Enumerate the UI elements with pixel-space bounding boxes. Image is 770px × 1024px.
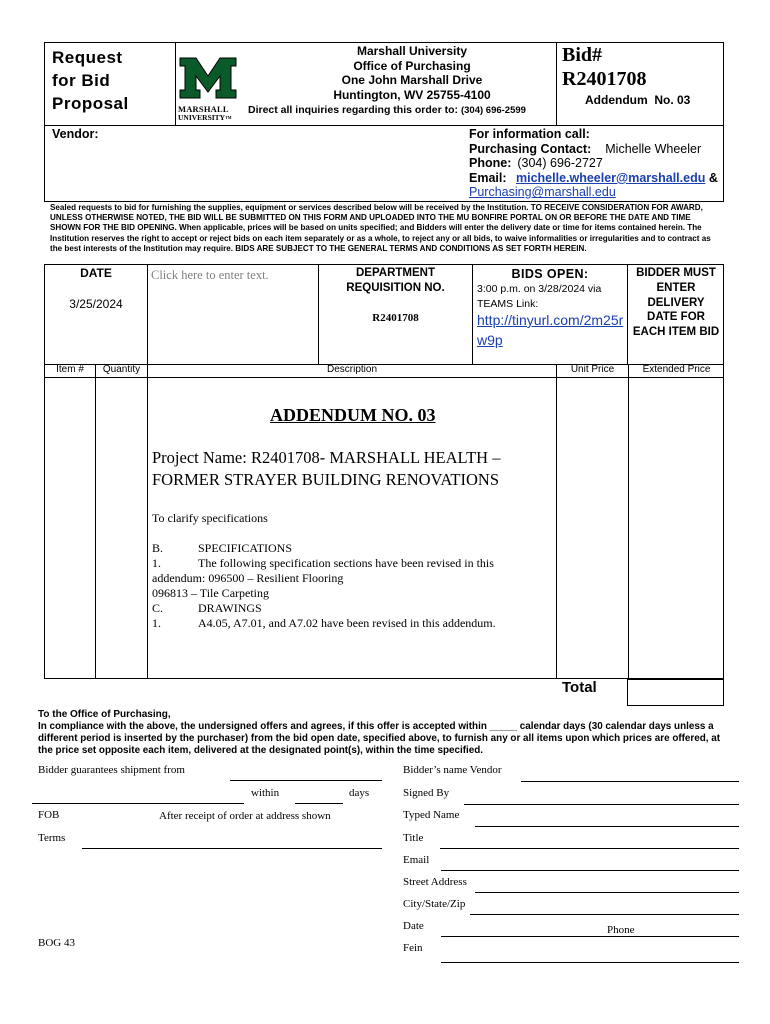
total-label: Total [562, 679, 597, 696]
col-header-description: Description [326, 364, 378, 375]
clarify-text: To clarify specifications [152, 511, 268, 525]
bid-number: R2401708 [562, 68, 647, 90]
bidder-name-line[interactable] [521, 781, 739, 782]
inquiries-line: Direct all inquiries regarding this order to: (304) 696-2599 [248, 104, 526, 116]
signed-by-label: Signed By [403, 787, 450, 799]
shipment-from-line[interactable] [230, 780, 382, 781]
col-header-item: Item # [56, 364, 84, 375]
to-office: To the Office of Purchasing, [38, 709, 171, 720]
date-label: DATE [80, 266, 112, 280]
total-field[interactable] [627, 679, 724, 706]
email-link-michelle[interactable]: michelle.wheeler@marshall.edu [516, 170, 706, 185]
marshall-m-icon [178, 56, 238, 100]
email-line[interactable] [441, 870, 739, 871]
city-state-zip-label: City/State/Zip [403, 898, 466, 910]
dept-label: DEPARTMENT REQUISITION NO. [346, 267, 445, 294]
typed-name-label: Typed Name [403, 809, 460, 821]
form-id: BOG 43 [38, 937, 75, 949]
phone-label: Phone [607, 924, 635, 936]
within-label: within [251, 787, 280, 799]
email-label: Email [403, 854, 430, 866]
title-label: Title [403, 832, 424, 844]
addendum-label: Addendum No. 03 [585, 93, 691, 107]
signed-by-line[interactable] [464, 804, 739, 805]
teams-link[interactable]: http://tinyurl.com/2m25r w9p [477, 312, 624, 348]
compliance-text: In compliance with the above, the undersigned offers and agrees, if this offer is accepted within _____ calendar days (30 calendar days unless a different period is inserted by the purchaser) from the bid open date, specified above, to furnish any or all items upon which prices are offered, at the price set opposite each item, delivered at the designated point(s), within the time specified. [38, 721, 721, 756]
marshall-logo: MARSHALL UNIVERSITYTM [178, 56, 238, 118]
after-receipt-label: After receipt of order at address shown [159, 810, 331, 822]
street-address-line[interactable] [475, 892, 739, 893]
col-header-extended-price: Extended Price [642, 364, 711, 375]
fein-label: Fein [403, 942, 423, 954]
bidder-name-label: Bidder’s name Vendor [403, 764, 502, 776]
bids-open-label: BIDS OPEN: [511, 267, 589, 281]
city-state-zip-line[interactable] [470, 914, 739, 915]
email-link-purchasing[interactable]: Purchasing@marshall.edu [469, 185, 616, 200]
terms-label: Terms [38, 832, 66, 844]
guarantees-label: Bidder guarantees shipment from [38, 764, 185, 776]
within-days-line[interactable] [295, 803, 343, 804]
notice-text: Sealed requests to bid for furnishing the supplies, equipment or services described below will be received by the Institution. TO RECEIVE CONSIDERATION FOR AWARD, UNLESS OTHERWISE NOTED, THE BID WILL BE SUBMITTED ON THIS FORM AND UPLOADED INTO THE MU BONFIRE PORTAL ON OR BEFORE THE DATE AND TIME SHOWN FOR THE BID OPENING. When applicable, prices will be based on units specified; and Bidders will enter the delivery date or time for items contained herein. The Institution reserves the right to accept or reject bids on each item separately or as a whole, to reject any or all bids, to waive informalities or irregularities and to contract as the best interests of the Institution may require. BIDS ARE SUBJECT TO THE GENERAL TERMS AND CONDITIONS AS SET FORTH HEREIN. [50, 203, 711, 253]
date-value: 3/25/2024 [69, 297, 123, 311]
bid-label: Bid# [562, 44, 603, 66]
terms-line[interactable] [82, 848, 382, 849]
date-field-label: Date [403, 920, 424, 932]
col-header-quantity: Quantity [102, 364, 141, 375]
contact-info: For information call: Purchasing Contact: Michelle Wheeler Phone: (304) 696-2727 Email: michelle.wheeler@marshall.edu & Purchasing@marshall.edu [469, 127, 718, 200]
addendum-title: ADDENDUM NO. 03 [270, 405, 436, 425]
fein-line[interactable] [441, 962, 739, 963]
street-address-label: Street Address [403, 876, 467, 888]
vendor-label: Vendor: [52, 127, 99, 141]
enter-text-field[interactable]: Click here to enter text. [151, 268, 269, 282]
dept-value: R2401708 [372, 312, 419, 324]
date-phone-line[interactable] [441, 936, 739, 937]
bidder-must-note: BIDDER MUST ENTER DELIVERY DATE FOR EACH ITEM BID [632, 267, 720, 339]
col-header-unit-price: Unit Price [570, 364, 615, 375]
spec-list: B. SPECIFICATIONS 1. The following specification sections have been revised in this addendum: 096500 – Resilient Flooring 096813 – Tile Carpeting C. DRAWINGS 1. A4.05, A7.01, and A7.02 have been revised in this addendum. [152, 541, 496, 630]
project-name: Project Name: R2401708- MARSHALL HEALTH – FORMER STRAYER BUILDING RENOVATIONS [152, 448, 501, 489]
fob-label: FOB [38, 809, 60, 821]
bids-open-time: 3:00 p.m. on 3/28/2024 via TEAMS Link: [477, 283, 602, 310]
within-line-left[interactable] [32, 803, 244, 804]
org-address: Marshall University Office of Purchasing One John Marshall Drive Huntington, WV 25755-4100 [333, 44, 491, 102]
form-title: Request for Bid Proposal [52, 48, 129, 113]
days-label: days [349, 787, 370, 799]
typed-name-line[interactable] [475, 826, 739, 827]
title-line[interactable] [440, 848, 739, 849]
